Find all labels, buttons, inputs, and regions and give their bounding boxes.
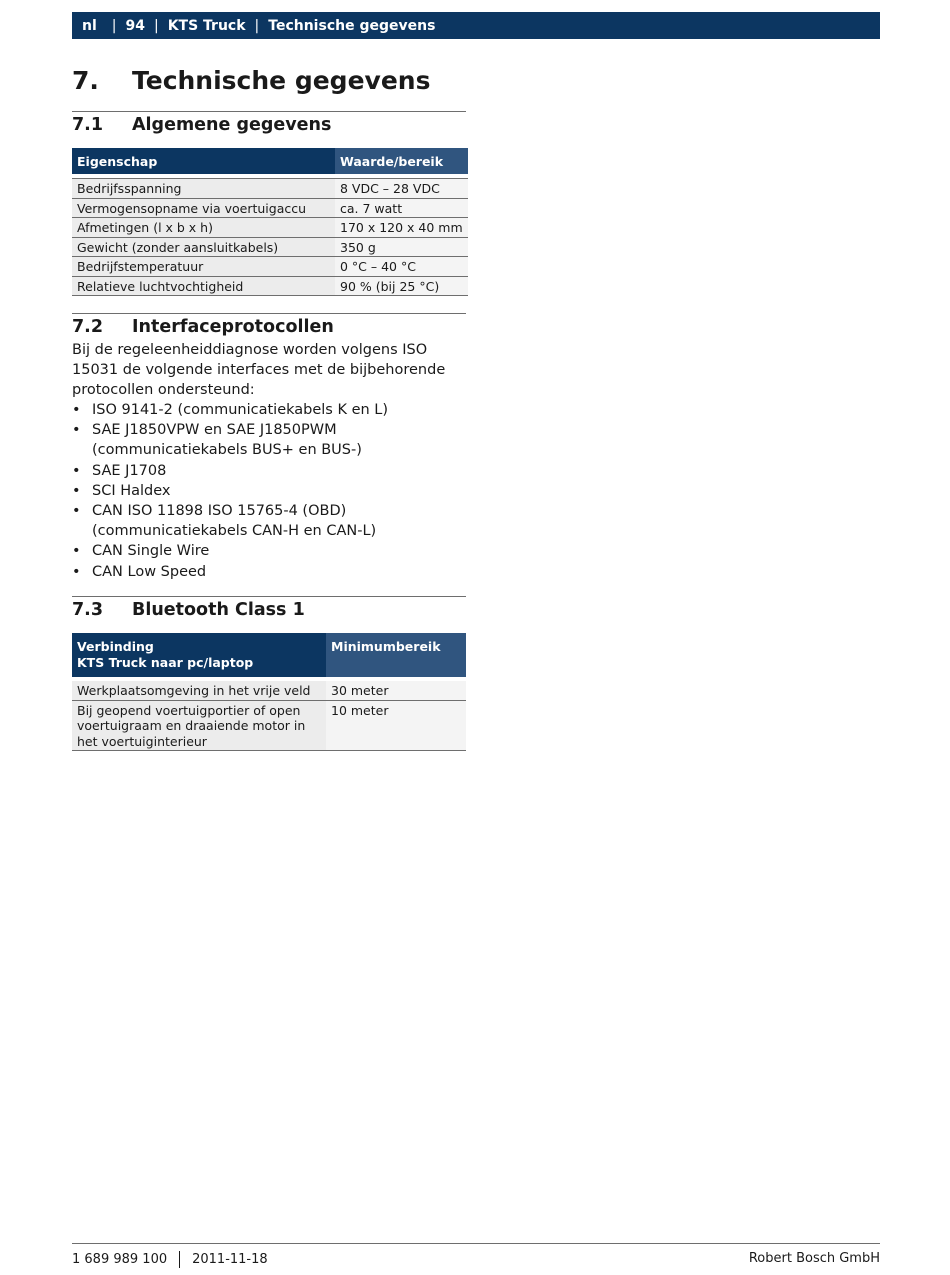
chapter-heading bbox=[72, 66, 430, 95]
section-title: Algemene gegevens bbox=[132, 115, 332, 135]
header-separator: | bbox=[153, 17, 159, 34]
section-heading-7-2 bbox=[72, 317, 334, 337]
column-header-connection: Verbinding KTS Truck naar pc/laptop bbox=[72, 633, 326, 677]
bullet-icon: • bbox=[72, 563, 81, 580]
table-cell-condition: Werkplaatsomgeving in het vrije veld bbox=[72, 681, 326, 700]
header-separator: | bbox=[254, 17, 260, 34]
section-heading-7-1 bbox=[72, 115, 331, 135]
list-item bbox=[72, 481, 472, 501]
list-item bbox=[72, 420, 472, 460]
bullet-icon: • bbox=[72, 402, 81, 418]
table-cell-condition: Bij geopend voertuigportier of open voertuigraam en draaiende motor in het voertuiginterieur bbox=[72, 700, 326, 751]
chapter-number: 7. bbox=[72, 66, 99, 95]
list-item bbox=[72, 501, 472, 541]
list-item-text: SAE J1850VPW en SAE J1850PWM (communicatiekabels BUS+ en BUS-) bbox=[92, 422, 362, 459]
list-item bbox=[72, 400, 472, 420]
general-data-table bbox=[72, 148, 468, 296]
bullet-icon: • bbox=[72, 482, 81, 499]
section-title: Interfaceprotocollen bbox=[132, 317, 334, 337]
chapter-title: Technische gegevens bbox=[132, 66, 431, 95]
section-number: 7.1 bbox=[72, 115, 104, 135]
table-cell-property: Gewicht (zonder aansluitkabels) bbox=[72, 237, 335, 257]
list-item-text: ISO 9141-2 (communicatiekabels K en L) bbox=[92, 402, 389, 418]
section-title: Bluetooth Class 1 bbox=[132, 600, 305, 620]
list-item-text: SAE J1708 bbox=[92, 462, 167, 479]
bullet-icon: • bbox=[72, 543, 81, 560]
protocols-intro-text: Bij de regeleenheiddiagnose worden volgens ISO 15031 de volgende interfaces met de bijbehorende protocollen ondersteund: bbox=[72, 342, 446, 399]
column-header-property: Eigenschap bbox=[72, 148, 335, 174]
section-number: 7.2 bbox=[72, 317, 104, 337]
column-header-min-range: Minimumbereik bbox=[326, 633, 466, 677]
list-item bbox=[72, 562, 472, 582]
section-divider bbox=[72, 111, 466, 112]
table-row bbox=[72, 179, 468, 199]
footer-date: 2011-11-18 bbox=[192, 1252, 268, 1267]
header-page-number: 94 bbox=[125, 17, 145, 34]
protocols-list bbox=[72, 400, 472, 582]
bullet-icon: • bbox=[72, 422, 81, 439]
section-heading-7-3 bbox=[72, 600, 305, 620]
table-cell-value: 350 g bbox=[335, 237, 468, 257]
table-cell-range: 10 meter bbox=[326, 700, 466, 751]
table-row bbox=[72, 237, 468, 257]
table-cell-property: Vermogensopname via voertuigaccu bbox=[72, 198, 335, 218]
list-item-text: CAN ISO 11898 ISO 15765-4 (OBD) (communicatiekabels CAN-H en CAN-L) bbox=[92, 503, 377, 540]
footer-divider bbox=[72, 1243, 880, 1244]
table-cell-value: 8 VDC – 28 VDC bbox=[335, 179, 468, 199]
header-product: KTS Truck bbox=[167, 17, 246, 34]
header-section: Technische gegevens bbox=[268, 17, 436, 34]
table-header-row bbox=[72, 148, 468, 174]
table-header-row bbox=[72, 633, 466, 677]
list-item bbox=[72, 541, 472, 561]
footer-company: Robert Bosch GmbH bbox=[748, 1251, 880, 1266]
table-cell-value: ca. 7 watt bbox=[335, 198, 468, 218]
table-row bbox=[72, 276, 468, 296]
column-header-value: Waarde/bereik bbox=[335, 148, 468, 174]
footer-doc-info bbox=[72, 1251, 268, 1268]
bullet-icon: • bbox=[72, 503, 81, 520]
table-row bbox=[72, 257, 468, 277]
header-language: nl bbox=[82, 17, 97, 34]
table-cell-value: 170 x 120 x 40 mm bbox=[335, 218, 468, 238]
table-row bbox=[72, 218, 468, 238]
bluetooth-range-table bbox=[72, 633, 466, 751]
table-cell-property: Relatieve luchtvochtigheid bbox=[72, 276, 335, 296]
table-cell-range: 30 meter bbox=[326, 681, 466, 700]
table-cell-value: 0 °C – 40 °C bbox=[335, 257, 468, 277]
list-item-text: CAN Single Wire bbox=[92, 543, 210, 560]
table-row bbox=[72, 198, 468, 218]
list-item-text: SCI Haldex bbox=[92, 482, 171, 499]
list-item bbox=[72, 461, 472, 481]
table-row bbox=[72, 681, 466, 700]
table-cell-value: 90 % (bij 25 °C) bbox=[335, 276, 468, 296]
table-cell-property: Bedrijfstemperatuur bbox=[72, 257, 335, 277]
table-cell-property: Afmetingen (l x b x h) bbox=[72, 218, 335, 238]
list-item-text: CAN Low Speed bbox=[92, 563, 207, 580]
footer-document-number: 1 689 989 100 bbox=[72, 1252, 168, 1267]
header-separator: | bbox=[111, 17, 117, 34]
bullet-icon: • bbox=[72, 462, 81, 479]
table-row bbox=[72, 700, 466, 751]
footer-separator bbox=[179, 1251, 180, 1268]
section-divider bbox=[72, 596, 466, 597]
running-header bbox=[72, 12, 880, 39]
table-cell-property: Bedrijfsspanning bbox=[72, 179, 335, 199]
section-number: 7.3 bbox=[72, 600, 104, 620]
section-divider bbox=[72, 313, 466, 314]
